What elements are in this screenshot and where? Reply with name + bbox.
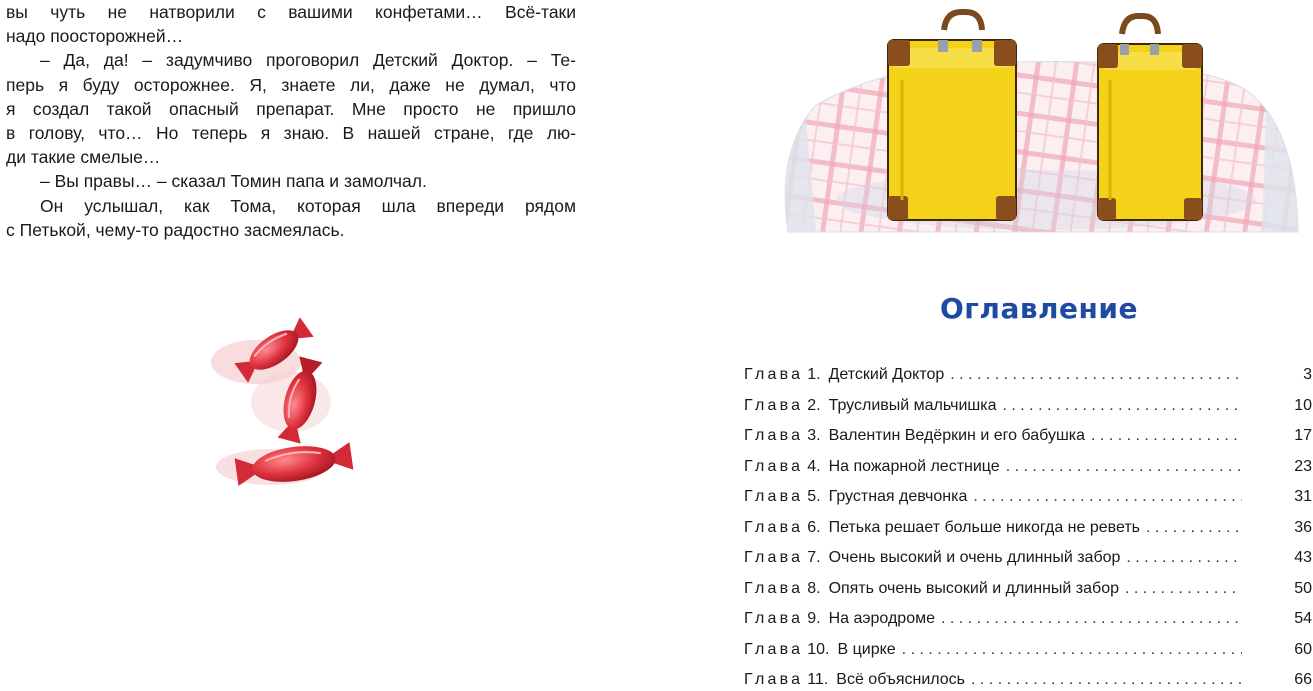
toc-page-number: 17 xyxy=(1294,427,1312,444)
toc-dot-leader xyxy=(941,610,1242,628)
table-of-contents xyxy=(744,366,1312,691)
toc-chapter-title: Опять очень высокий и длинный забор xyxy=(828,579,1119,597)
toc-chapter-word: Глава xyxy=(744,671,804,688)
toc-chapter-word: Глава xyxy=(744,640,804,658)
toc-page-number: 23 xyxy=(1294,457,1312,475)
toc-chapter-number: 6. xyxy=(807,518,821,536)
toc-chapter-title: В цирке xyxy=(837,640,896,658)
toc-row[interactable] xyxy=(744,458,1312,489)
story-line: в голову, что… Но теперь я знаю. В нашей стране, где лю- xyxy=(6,123,576,144)
toc-dot-leader xyxy=(1003,397,1243,415)
toc-page-number: 50 xyxy=(1294,579,1312,597)
toc-chapter-number: 5. xyxy=(807,488,821,505)
toc-chapter-title: Трусливый мальчишка xyxy=(828,396,997,414)
toc-chapter-word: Глава xyxy=(744,457,804,475)
toc-row[interactable] xyxy=(744,519,1312,550)
story-line: – Да, да! – задумчиво проговорил Детский Доктор. – Те- xyxy=(40,50,576,71)
toc-chapter-number: 9. xyxy=(807,610,821,627)
story-line: ди такие смелые… xyxy=(6,147,161,168)
toc-chapter-number: 1. xyxy=(807,366,821,383)
toc-chapter-word: Глава xyxy=(744,427,804,444)
toc-row[interactable] xyxy=(744,610,1312,641)
toc-chapter-number: 2. xyxy=(807,396,821,414)
toc-row[interactable] xyxy=(744,549,1312,580)
toc-chapter-number: 3. xyxy=(807,427,821,444)
story-line: перь я буду осторожнее. Я, знаете ли, даже не думал, что xyxy=(6,74,576,95)
toc-row[interactable] xyxy=(744,397,1312,428)
toc-dot-leader xyxy=(1006,458,1242,476)
story-line: вы чуть не натворили с вашими конфетами… Всё-таки xyxy=(6,2,576,22)
toc-chapter-title: На пожарной лестнице xyxy=(828,457,1000,475)
toc-row[interactable] xyxy=(744,580,1312,611)
candy-illustration xyxy=(196,292,406,512)
toc-dot-leader xyxy=(973,488,1242,506)
suitcase-right xyxy=(1098,16,1202,220)
toc-dot-leader xyxy=(950,366,1242,384)
story-line: – Вы правы… – сказал Томин папа и замолчал. xyxy=(40,171,427,192)
toc-chapter-number: 11. xyxy=(807,671,829,688)
toc-dot-leader xyxy=(902,641,1242,659)
story-line: я создал такой опасный препарат. Мне просто не пришло xyxy=(6,98,576,119)
toc-chapter-word: Глава xyxy=(744,488,804,505)
story-text xyxy=(6,0,576,242)
toc-chapter-word: Глава xyxy=(744,549,804,566)
toc-page-number: 10 xyxy=(1294,396,1312,414)
toc-dot-leader xyxy=(1126,549,1242,567)
suitcase-icon xyxy=(776,0,1313,236)
toc-chapter-title: На аэродроме xyxy=(828,610,935,627)
toc-page-number: 43 xyxy=(1294,549,1312,566)
toc-dot-leader xyxy=(971,671,1242,689)
toc-title: Оглавление xyxy=(940,292,1139,325)
toc-chapter-word: Глава xyxy=(744,366,804,383)
toc-page-number: 54 xyxy=(1294,610,1312,627)
toc-chapter-word: Глава xyxy=(744,518,804,536)
toc-chapter-word: Глава xyxy=(744,610,804,627)
toc-page-number: 31 xyxy=(1294,488,1312,505)
toc-row[interactable] xyxy=(744,641,1312,672)
toc-dot-leader xyxy=(1146,519,1242,537)
toc-chapter-title: Детский Доктор xyxy=(828,366,945,383)
toc-chapter-title: Грустная девчонка xyxy=(828,488,968,505)
toc-row[interactable] xyxy=(744,427,1312,458)
toc-row[interactable] xyxy=(744,671,1312,691)
toc-chapter-word: Глава xyxy=(744,579,804,597)
suitcase-left xyxy=(888,12,1016,220)
toc-chapter-title: Всё объяснилось xyxy=(836,671,966,688)
toc-row[interactable] xyxy=(744,366,1312,397)
toc-chapter-title: Валентин Ведёркин и его бабушка xyxy=(828,427,1086,444)
toc-dot-leader xyxy=(1091,427,1242,445)
toc-chapter-number: 8. xyxy=(807,579,821,597)
suitcase-illustration xyxy=(776,0,1313,236)
toc-chapter-title: Петька решает больше никогда не реветь xyxy=(828,518,1140,536)
story-line: Он услышал, как Тома, которая шла впереди рядом xyxy=(40,195,576,216)
toc-page-number: 3 xyxy=(1303,366,1312,383)
toc-chapter-number: 4. xyxy=(807,457,821,475)
story-line: надо поосторожней… xyxy=(6,26,184,47)
candy-icon xyxy=(196,292,406,512)
toc-chapter-title: Очень высокий и очень длинный забор xyxy=(828,549,1121,566)
story-line: с Петькой, чему-то радостно засмеялась. xyxy=(6,219,345,240)
toc-chapter-word: Глава xyxy=(744,396,804,414)
toc-chapter-number: 7. xyxy=(807,549,821,566)
toc-row[interactable] xyxy=(744,488,1312,519)
toc-page-number: 60 xyxy=(1294,640,1312,658)
toc-dot-leader xyxy=(1125,580,1242,598)
toc-page-number: 66 xyxy=(1294,671,1312,688)
toc-page-number: 36 xyxy=(1294,518,1312,536)
toc-chapter-number: 10. xyxy=(807,640,830,658)
